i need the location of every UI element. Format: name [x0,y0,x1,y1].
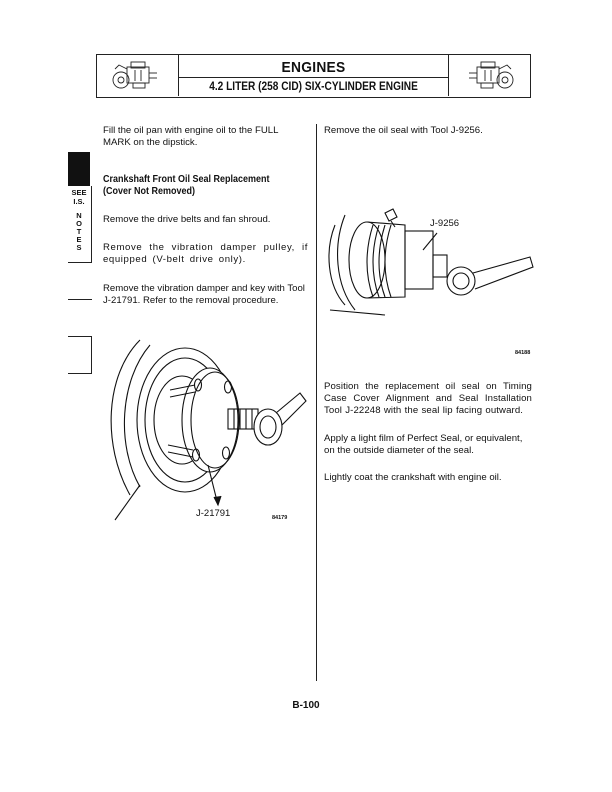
paragraph-coat-crankshaft: Lightly coat the crankshaft with engine oil. [324,472,502,483]
engine-icon [97,55,179,96]
figure-code: 84179 [272,515,288,521]
figure-label-j9256: J-9256 [430,218,460,229]
column-divider [316,124,317,681]
engine-icon [448,55,530,96]
paragraph-remove-seal: Remove the oil seal with Tool J-9256. [324,125,483,136]
page-number: B-100 [292,700,320,711]
see-is-label: SEE I.S. [71,188,87,206]
paragraph-position-seal: Position the replacement oil seal on Timing Case Cover Alignment and Seal Installation Tool J-22248 with the seal lip facing outward. [324,381,532,416]
paragraph-remove-belts: Remove the drive belts and fan shroud. [103,214,271,225]
margin-rule [91,336,92,374]
margin-tab [68,152,90,186]
page-subtitle: 4.2 LITER (258 CID) SIX-CYLINDER ENGINE [179,77,448,97]
margin-line [68,299,92,300]
margin-rule [91,186,92,262]
figure-code: 84188 [515,350,531,356]
figure-damper-puller [100,335,312,530]
figure-label-j21791: J-21791 [196,508,231,519]
paragraph-apply-seal: Apply a light film of Perfect Seal, or equivalent, on the outside diameter of the seal. [324,433,523,456]
notes-label: N O T E S [76,211,82,252]
paragraph-remove-damper: Remove the vibration damper and key with Tool J-21791. Refer to the removal procedure. [103,283,305,306]
margin-line [68,262,92,263]
paragraph-fill-oil: Fill the oil pan with engine oil to the FULL MARK on the dipstick. [103,125,279,148]
page-title: ENGINES [281,59,346,76]
margin-line [68,373,92,374]
page-header [96,54,531,98]
paragraph-remove-pulley: Remove the vibration damper pulley, if equipped (V-belt drive only). [103,242,308,265]
section-heading: Crankshaft Front Oil Seal Replacement (Cover Not Removed) [103,174,270,197]
margin-line [68,336,92,337]
